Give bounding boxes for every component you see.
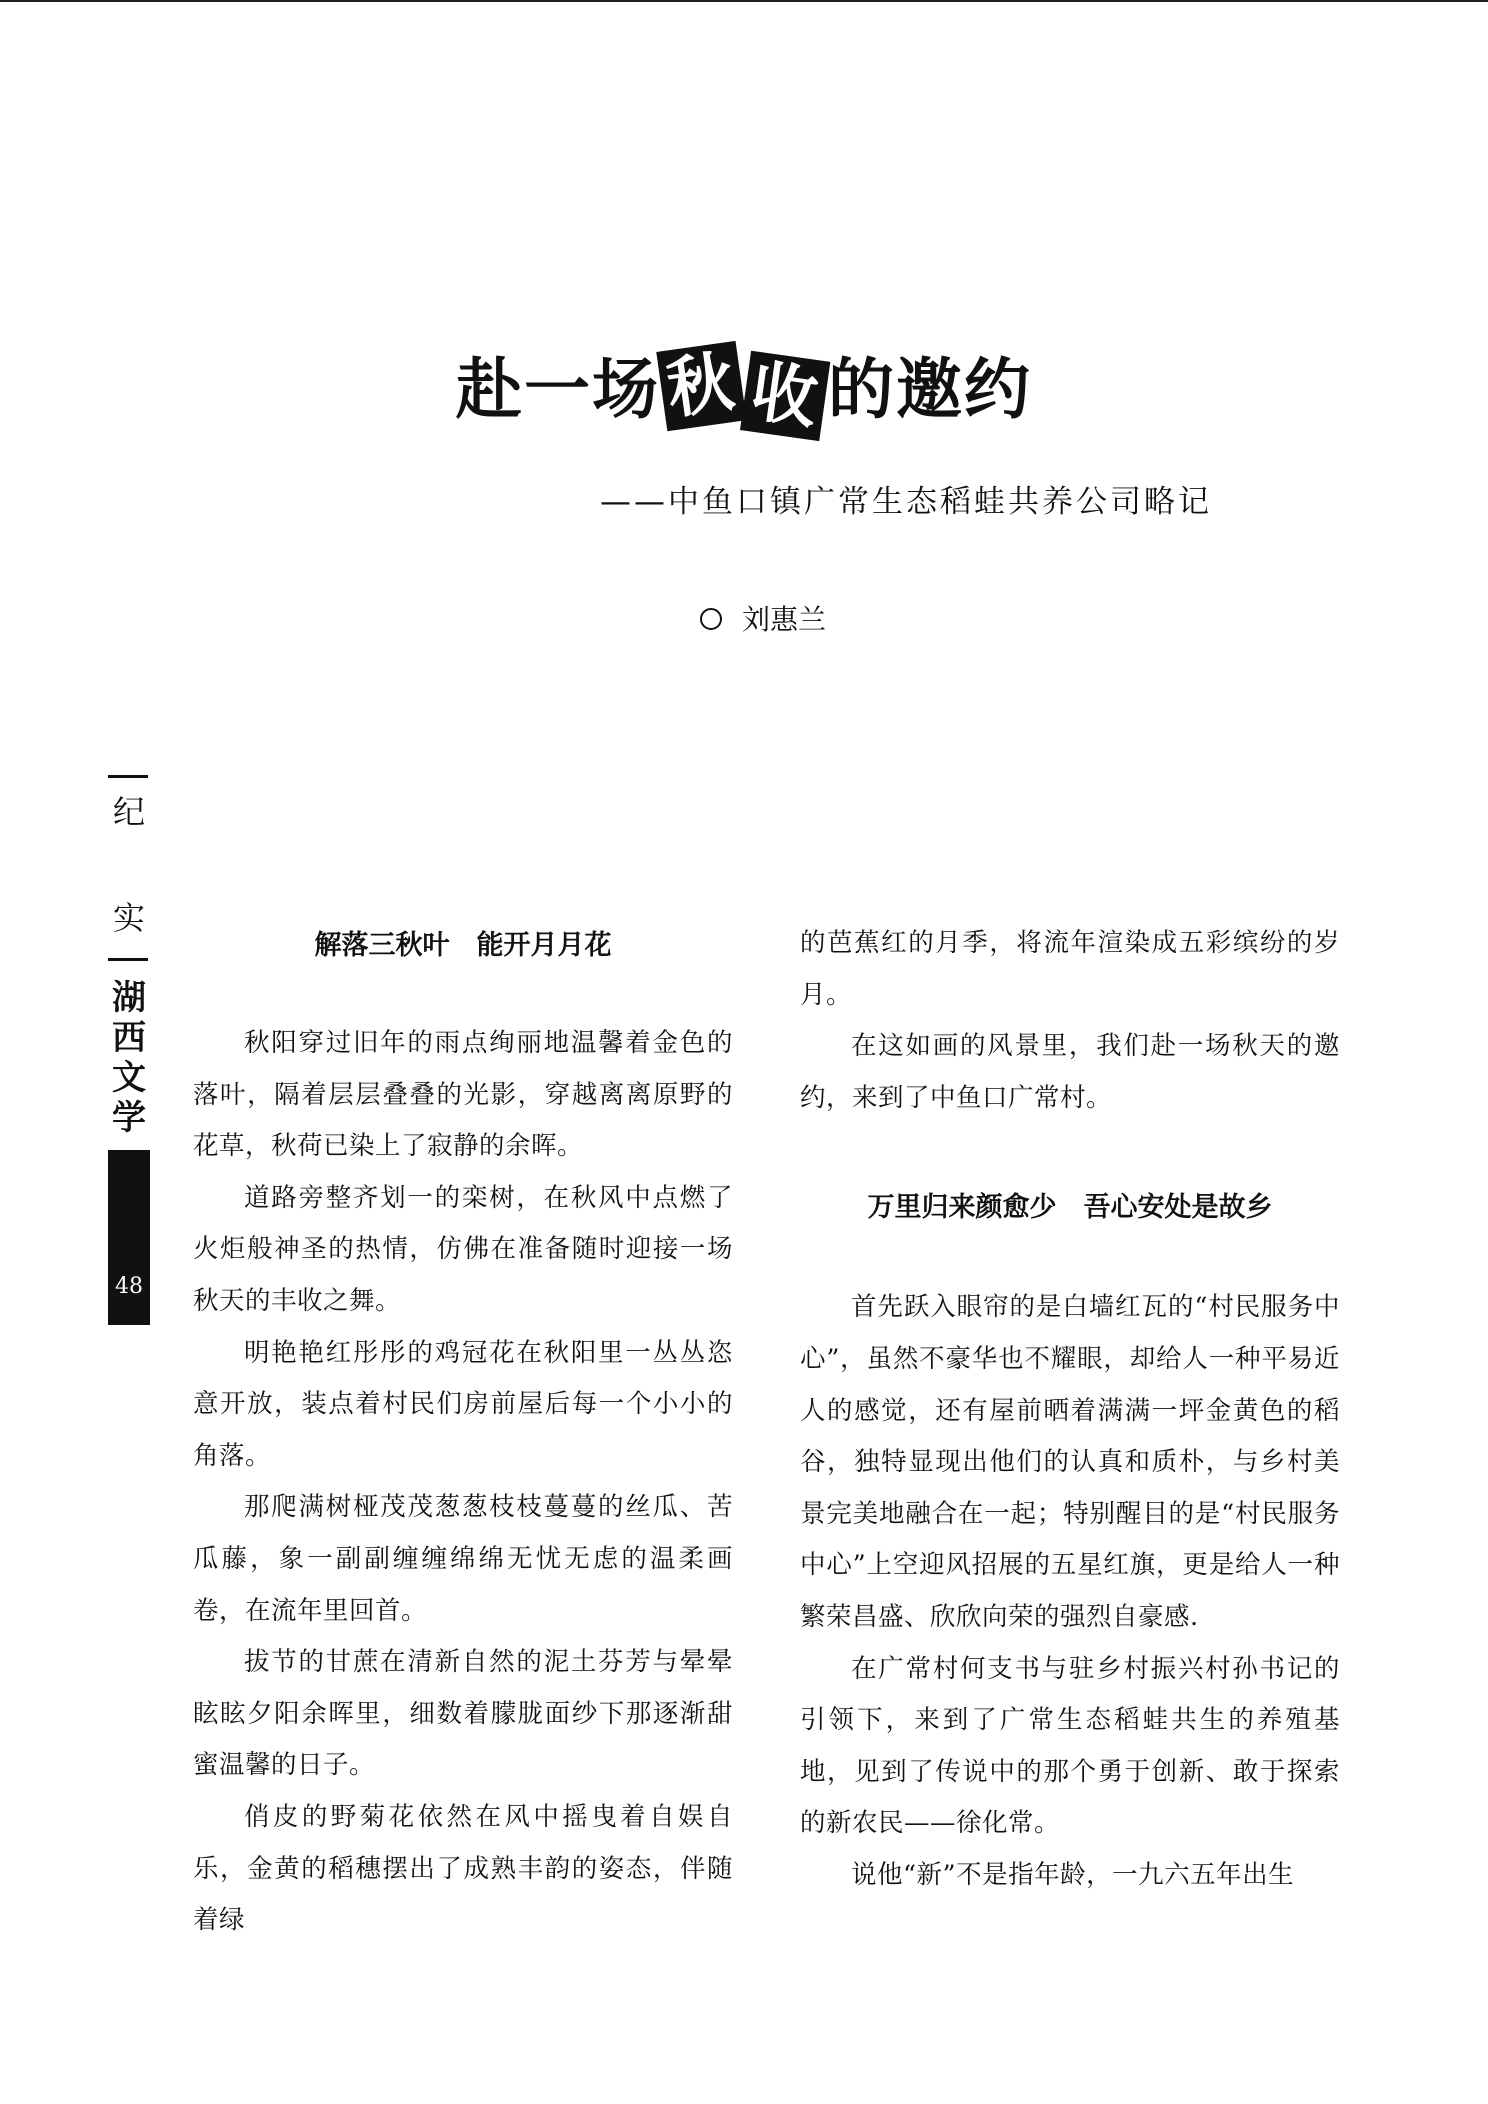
sidebar-rule-middle	[108, 958, 148, 961]
sidebar-magazine-name	[106, 978, 152, 1138]
paragraph: 明艳艳红彤彤的鸡冠花在秋阳里一丛丛恣意开放，装点着村民们房前屋后每一个小小的角落。	[193, 1337, 733, 1471]
left-column	[193, 918, 733, 1947]
section-heading-1: 解落三秋叶 能开月月花	[314, 930, 612, 961]
title-part-1: 赴一场	[456, 351, 660, 428]
paragraph: 在广常村何支书与驻乡村振兴村孙书记的引领下，来到了广常生态稻蛙共生的养殖基地，见到了传说中的那个勇于创新、敢于探索的新农民——徐化常。	[800, 1653, 1340, 1839]
article-subtitle: ——中鱼口镇广常生态稻蛙共养公司略记	[600, 484, 1212, 520]
paragraph: 俏皮的野菊花依然在风中摇曳着自娱自乐，金黄的稻穗摆出了成熟丰韵的姿态，伴随着绿	[193, 1801, 733, 1936]
paragraph-continuation: 的芭蕉红的月季，将流年渲染成五彩缤纷的岁月。	[800, 928, 1340, 1010]
paragraph: 那爬满树桠茂茂葱葱枝枝蔓蔓的丝瓜、苦瓜藤，象一副副缠缠绵绵无忧无虑的温柔画卷，在流年里回首。	[193, 1492, 733, 1626]
author-line	[700, 600, 826, 640]
paragraph: 在这如画的风景里，我们赴一场秋天的邀约，来到了中鱼口广常村。	[800, 1031, 1340, 1113]
sidebar-section-char-1: 纪	[112, 793, 145, 831]
title-boxed-char-1: 秋	[656, 341, 746, 431]
paragraph: 秋阳穿过旧年的雨点绚丽地温馨着金色的落叶，隔着层层叠叠的光影，穿越离离原野的花草，秋荷已染上了寂静的余晖。	[193, 1028, 733, 1162]
title-part-2: 的邀约	[828, 351, 1032, 428]
magazine-char-2: 西	[112, 1018, 146, 1058]
author-name: 刘惠兰	[742, 603, 827, 636]
magazine-char-1: 湖	[112, 978, 146, 1018]
magazine-char-3: 文	[112, 1058, 146, 1098]
article-title	[0, 342, 1488, 439]
magazine-char-4: 学	[112, 1098, 146, 1138]
paragraph: 道路旁整齐划一的栾树，在秋风中点燃了火炬般神圣的热情，仿佛在准备随时迎接一场秋天的丰收之舞。	[193, 1182, 733, 1316]
paragraph: 说他“新”不是指年龄，一九六五年出生	[851, 1859, 1295, 1890]
sidebar-section-char-2: 实	[112, 899, 145, 937]
paragraph: 拔节的甘蔗在清新自然的泥土芬芳与晕晕眩眩夕阳余晖里，细数着朦胧面纱下那逐渐甜蜜温馨的日子。	[193, 1647, 733, 1781]
section-heading-2: 万里归来颜愈少 吾心安处是故乡	[867, 1192, 1273, 1224]
circle-icon	[700, 608, 722, 630]
paragraph: 首先跃入眼帘的是白墙红瓦的“村民服务中心”，虽然不豪华也不耀眼，却给人一种平易近人的感觉，还有屋前晒着满满一坪金黄色的稻谷，独特显现出他们的认真和质朴，与乡村美景完美地融合在一起；特别醒目的是“村民服务中心”上空迎风招展的五星红旗，更是给人一种繁荣昌盛、欣欣向荣的强烈自豪感.	[800, 1292, 1340, 1632]
title-boxed-char-2: 收	[740, 351, 830, 441]
sidebar-rule-top	[108, 775, 148, 778]
right-column	[800, 918, 1340, 1902]
top-border-line	[0, 0, 1488, 2]
page-number: 48	[115, 1274, 143, 1299]
